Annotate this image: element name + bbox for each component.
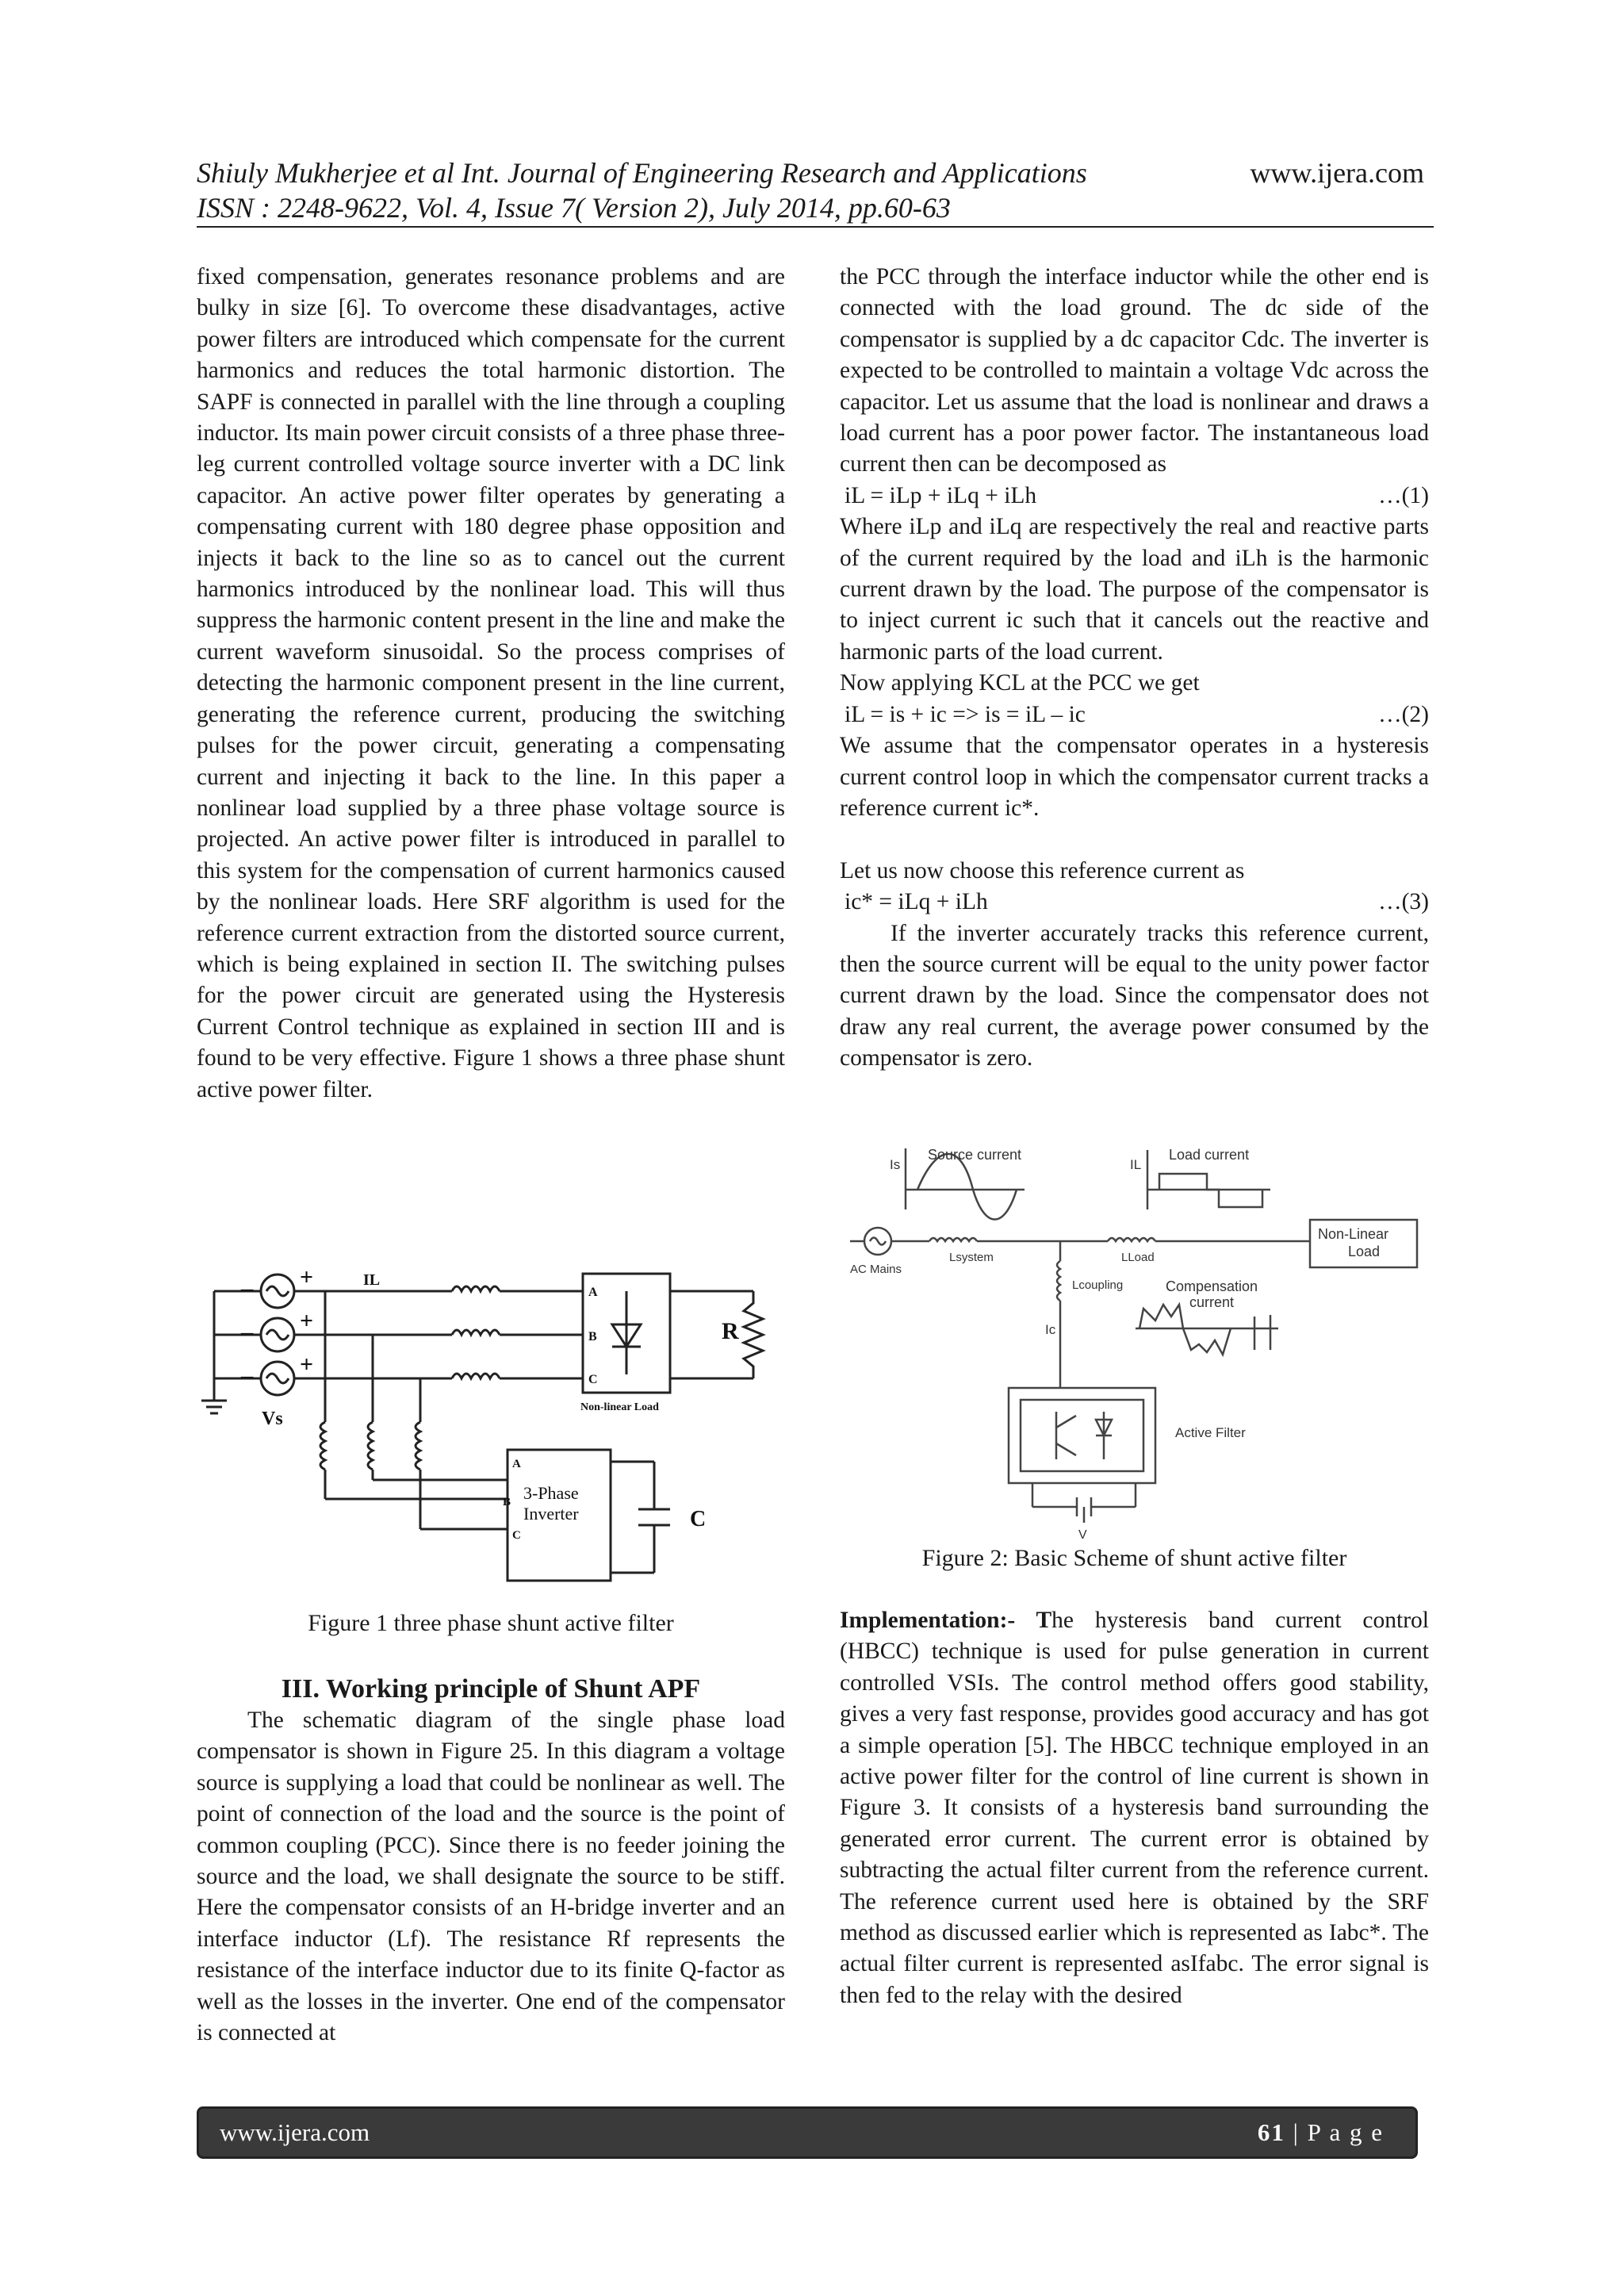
label-active-filter: Active Filter xyxy=(1175,1425,1246,1440)
label-lsystem: Lsystem xyxy=(949,1251,994,1264)
inverter-pin-c: C xyxy=(512,1529,521,1542)
left-column-upper xyxy=(197,262,785,1106)
label-is: Is xyxy=(890,1157,901,1172)
label-nonlinear-2: Load xyxy=(1348,1244,1381,1259)
label-vs: Vs xyxy=(262,1409,283,1429)
blank-line xyxy=(840,824,1429,855)
body-paragraph: The schematic diagram of the single phase load compensator is shown in Figure 25. In this diagram a voltage source is supplying a load that could be nonlinear as well. The point of connection of the load and the source is the point of common coupling (PCC). Since there is no feeder joining the source and the load, we shall designate the source to be stiff. Here the compensator consists of an H-bridge inverter and an interface inductor (Lf). The resistance Rf represents the resistance of the interface inductor due to its finite Q-factor as well as the losses in the inverter. One end of the compensator is connected at xyxy=(197,1708,785,2046)
label-nonlinear-load: Non-linear Load xyxy=(580,1401,659,1413)
source-plus-b: + xyxy=(300,1308,314,1334)
figure-2-caption: Figure 2: Basic Scheme of shunt active filter xyxy=(921,1545,1347,1571)
implementation-paragraph xyxy=(840,1605,1429,2011)
source-plus-c: + xyxy=(300,1351,314,1378)
body-paragraph: the PCC through the interface inductor while the other end is connected with the load ground. The dc side of the compensator is supplied by a dc capacitor Cdc. The inverter is expected to be controlled to maintain a voltage Vdc across the capacitor. Let us assume that the load is nonlinear and draws a load current has a poor power factor. The instantaneous load current then can be decomposed as xyxy=(840,264,1429,477)
body-paragraph: We assume that the compensator operates in a hysteresis current control loop in which the compensator current tracks a reference current ic*. xyxy=(840,733,1429,821)
label-lcoupling: Lcoupling xyxy=(1072,1278,1124,1292)
body-paragraph: Let us now choose this reference current as xyxy=(840,857,1245,884)
page-footer xyxy=(197,2106,1418,2159)
inverter-pin-a: A xyxy=(512,1458,521,1470)
load-pin-b: B xyxy=(588,1330,597,1343)
compensation-current-wave xyxy=(1139,1305,1231,1355)
figure-1-circuit-diagram xyxy=(198,1264,785,1600)
label-il: IL xyxy=(363,1271,381,1289)
figure-2-scheme-diagram xyxy=(842,1142,1429,1542)
implementation-text: he hysteresis band current control (HBCC) technique is used for pulse generation in current controlled VSIs. The control method offers good stability, gives a very fast response, provides good accuracy and has got a simple operation [5]. The HBCC technique employed in an active power filter for the control of line current is shown in Figure 3. It consists of a hysteresis band surrounding the generated error current. The current error is obtained by subtracting the actual filter current from the reference current. The reference current used here is obtained by the SRF method as discussed earlier which is represented as Iabc*. The actual filter current is represented asIfabc. The error signal is then fed to the relay with the desired xyxy=(840,1608,1429,2008)
label-c: C xyxy=(690,1507,707,1531)
page-number xyxy=(1258,2109,1384,2156)
source-minus-a: − xyxy=(239,1276,255,1305)
label-nonlinear-1: Non-Linear xyxy=(1318,1226,1389,1242)
equation-number: …(2) xyxy=(1378,701,1429,727)
body-paragraph: Where iLp and iLq are respectively the real and reactive parts of the current required by the load and iLh is the harmonic current drawn by the load. The purpose of the compensator is to inject current ic such that it cancels out the reactive and harmonic parts of the load current. xyxy=(840,514,1429,665)
label-il: IL xyxy=(1130,1157,1142,1172)
page-number-value: 61 xyxy=(1257,2118,1285,2146)
load-pin-c: C xyxy=(588,1373,598,1386)
page-label: | P a g e xyxy=(1285,2118,1384,2146)
header-divider xyxy=(197,226,1434,228)
body-paragraph: Now applying KCL at the PCC we get xyxy=(840,670,1200,696)
load-resistor xyxy=(744,1291,763,1378)
label-ic: Ic xyxy=(1045,1322,1056,1337)
active-filter-box xyxy=(1009,1388,1155,1483)
left-column-lower xyxy=(197,1705,785,2049)
source-minus-c: − xyxy=(239,1363,255,1393)
inverter-label-2: Inverter xyxy=(523,1504,579,1524)
inverter-label-1: 3-Phase xyxy=(523,1483,579,1503)
equation-number: …(1) xyxy=(1378,482,1429,508)
inverter-pin-b: B xyxy=(503,1496,511,1508)
label-v: V xyxy=(1078,1528,1087,1542)
issn-line: ISSN : 2248-9622, Vol. 4, Issue 7( Version 2), July 2014, pp.60-63 xyxy=(197,192,951,224)
implementation-lead: Implementation:- T xyxy=(840,1608,1052,1633)
footer-website[interactable]: www.ijera.com xyxy=(220,2118,370,2146)
label-r: R xyxy=(722,1318,739,1344)
body-paragraph: fixed compensation, generates resonance problems and are bulky in size [6]. To overcome these disadvantages, active power filters are introduced which compensate for the current harmonics and reduces the total harmonic distortion. The SAPF is connected in parallel with the line through a coupling inductor. Its main power circuit consists of a three phase three-leg current controlled voltage source inverter with a DC link capacitor. An active power filter operates by generating a compensating current with 180 degree phase opposition and injects it back to the line so as to cancel out the current harmonics introduced by the nonlinear load. This will thus suppress the harmonic content present in the line and make the current waveform sinusoidal. So the process comprises of detecting the harmonic component present in the line current, generating the reference current, producing the switching pulses for the power circuit, generating a compensating current and injecting it back to the line. In this paper a nonlinear load supplied by a three phase voltage source is projected. An active power filter is introduced in parallel to this system for the compensation of current harmonics caused by the nonlinear loads. Here SRF algorithm is used for the reference current extraction from the distorted source current, which is being explained in section II. The switching pulses for the power circuit are generated using the Hysteresis Current Control technique as explained in section III and is found to be very effective. Figure 1 shows a three phase shunt active power filter. xyxy=(197,264,785,1102)
label-compensation-1: Compensation xyxy=(1166,1278,1258,1294)
source-minus-b: − xyxy=(239,1320,255,1349)
equation-text: iL = iLp + iLq + iLh xyxy=(845,482,1037,508)
journal-title: Shiuly Mukherjee et al Int. Journal of Engineering Research and Applications xyxy=(197,157,1087,189)
equation-text: ic* = iLq + iLh xyxy=(845,889,988,915)
equation-2 xyxy=(840,700,1429,730)
figure-1-caption: Figure 1 three phase shunt active filter xyxy=(308,1610,674,1636)
section-heading: III. Working principle of Shunt APF xyxy=(281,1674,701,1704)
equation-1 xyxy=(840,481,1429,512)
equation-text: iL = is + ic => is = iL – ic xyxy=(845,701,1086,727)
source-plus-a: + xyxy=(300,1264,314,1290)
label-source-current: Source current xyxy=(928,1147,1022,1163)
header-website[interactable]: www.ijera.com xyxy=(1250,157,1424,189)
label-compensation-2: current xyxy=(1189,1294,1235,1310)
label-load-current: Load current xyxy=(1169,1147,1250,1163)
equation-number: …(3) xyxy=(1378,889,1429,915)
label-ac-mains: AC Mains xyxy=(850,1263,902,1276)
right-column-upper xyxy=(840,262,1429,1075)
source-current-wave xyxy=(917,1154,1017,1220)
load-pin-a: A xyxy=(588,1286,598,1299)
running-header xyxy=(197,155,1434,225)
right-column-lower xyxy=(840,1605,1429,2011)
label-lload: LLoad xyxy=(1121,1251,1155,1264)
equation-3 xyxy=(840,887,1429,918)
body-paragraph: If the inverter accurately tracks this reference current, then the source current will be equal to the unity power factor current drawn by the load. Since the compensator does not draw any real current, the average power consumed by the compensator is zero. xyxy=(840,920,1429,1071)
